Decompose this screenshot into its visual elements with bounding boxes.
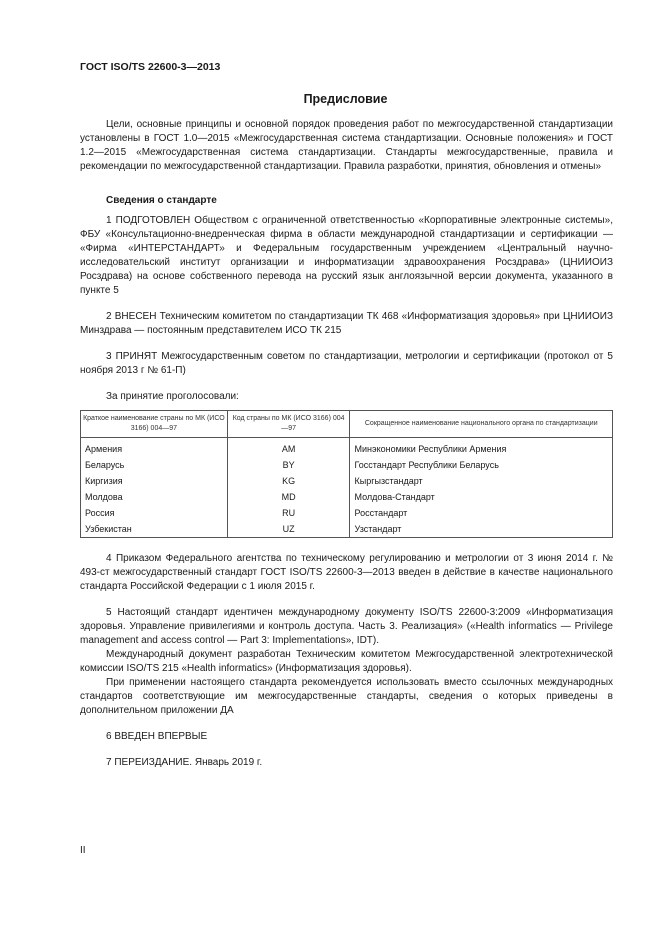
- table-row: [81, 438, 613, 458]
- table-cell: KG: [227, 473, 350, 489]
- table-row: [81, 457, 613, 473]
- voting-table: [80, 410, 613, 538]
- table-cell: Минэкономики Республики Армения: [350, 438, 613, 458]
- table-cell: Узбекистан: [81, 521, 228, 538]
- item-5-paragraph: 5 Настоящий стандарт идентичен международному документу ISO/TS 22600-3:2009 «Информатизация здоровья. Управление привилегиями и контроль доступа. Часть 3. Реализация» («Health informatics — Privilege management and access control — Part 3: Implementations», IDT).: [80, 607, 613, 646]
- intro-paragraph: Цели, основные принципы и основной порядок проведения работ по межгосударственной стандартизации установлены в ГОСТ 1.0—2015 «Межгосударственная система стандартизации. Основные положения» и ГОСТ 1.2—2015 «Межгосударственная система стандартизации. Стандарты межгосударственные, правила и рекомендации по межгосударственной стандартизации. Правила разработки, принятия, обновления и отмены»: [80, 119, 613, 172]
- table-cell: MD: [227, 489, 350, 505]
- table-cell: UZ: [227, 521, 350, 538]
- page-number: II: [80, 845, 86, 856]
- item-6-paragraph: 6 ВВЕДЕН ВПЕРВЫЕ: [106, 731, 208, 742]
- table-cell: Узстандарт: [350, 521, 613, 538]
- foreword-content: [80, 118, 613, 770]
- table-header-country: Краткое наименование страны по МК (ИСО 3166) 004—97: [81, 411, 228, 438]
- item-2-paragraph: 2 ВНЕСЕН Техническим комитетом по стандартизации ТК 468 «Информатизация здоровья» при ЦНИИОИЗ Минздрава — постоянным представителем ИСО ТК 215: [80, 311, 613, 336]
- table-cell: Киргизия: [81, 473, 228, 489]
- table-cell: Беларусь: [81, 457, 228, 473]
- section-subheading: Сведения о стандарте: [106, 195, 217, 206]
- table-cell: Армения: [81, 438, 228, 458]
- item-5-note-paragraph: Международный документ разработан Техническим комитетом Межгосударственной электротехнической комиссии ISO/TS 215 «Health informatics» (Информатизация здоровья).: [80, 649, 613, 674]
- vote-intro: За принятие проголосовали:: [106, 391, 239, 402]
- table-cell: Молдова-Стандарт: [350, 489, 613, 505]
- table-cell: Росстандарт: [350, 505, 613, 521]
- table-row: [81, 473, 613, 489]
- document-code: ГОСТ ISO/TS 22600-3—2013: [80, 61, 221, 73]
- table-header-code: Код страны по МК (ИСО 3166) 004—97: [227, 411, 350, 438]
- table-cell: Госстандарт Республики Беларусь: [350, 457, 613, 473]
- table-row: [81, 521, 613, 538]
- page-title: Предисловие: [303, 92, 388, 106]
- table-cell: AM: [227, 438, 350, 458]
- table-cell: RU: [227, 505, 350, 521]
- item-3-paragraph: 3 ПРИНЯТ Межгосударственным советом по стандартизации, метрологии и сертификации (протокол от 5 ноября 2013 г № 61-П): [80, 351, 613, 376]
- item-5-usage-paragraph: При применении настоящего стандарта рекомендуется использовать вместо ссылочных международных стандартов соответствующие им межгосударственные стандарты, сведения о которых приведены в дополнительном приложении ДА: [80, 677, 613, 716]
- table-cell: Кыргызстандарт: [350, 473, 613, 489]
- table-row: [81, 489, 613, 505]
- table-header-row: [81, 411, 613, 438]
- item-1-paragraph: 1 ПОДГОТОВЛЕН Обществом с ограниченной ответственностью «Корпоративные электронные системы», ФБУ «Консультационно-внедренческая фирма в области международной стандартизации и сертификации — «Фирма «ИНТЕРСТАНДАРТ» и Федеральным государственным учреждением «Центральный научно-исследовательский институт организации и информатизации здравоохранения Росздрава» (ЦНИИОИЗ Росздрава) на основе собственного перевода на русский язык англоязычной версии документа, указанного в пункте 5: [80, 215, 613, 296]
- item-4-paragraph: 4 Приказом Федерального агентства по техническому регулированию и метрологии от 3 июня 2014 г. № 493-ст межгосударственный стандарт ГОСТ ISO/TS 22600-3—2013 введен в действие в качестве национального стандарта Российской Федерации с 1 июля 2015 г.: [80, 553, 613, 592]
- table-cell: Молдова: [81, 489, 228, 505]
- table-header-body: Сокращенное наименование национального органа по стандартизации: [350, 411, 613, 438]
- table-row: [81, 505, 613, 521]
- table-cell: Россия: [81, 505, 228, 521]
- table-cell: BY: [227, 457, 350, 473]
- item-7-paragraph: 7 ПЕРЕИЗДАНИЕ. Январь 2019 г.: [106, 757, 263, 768]
